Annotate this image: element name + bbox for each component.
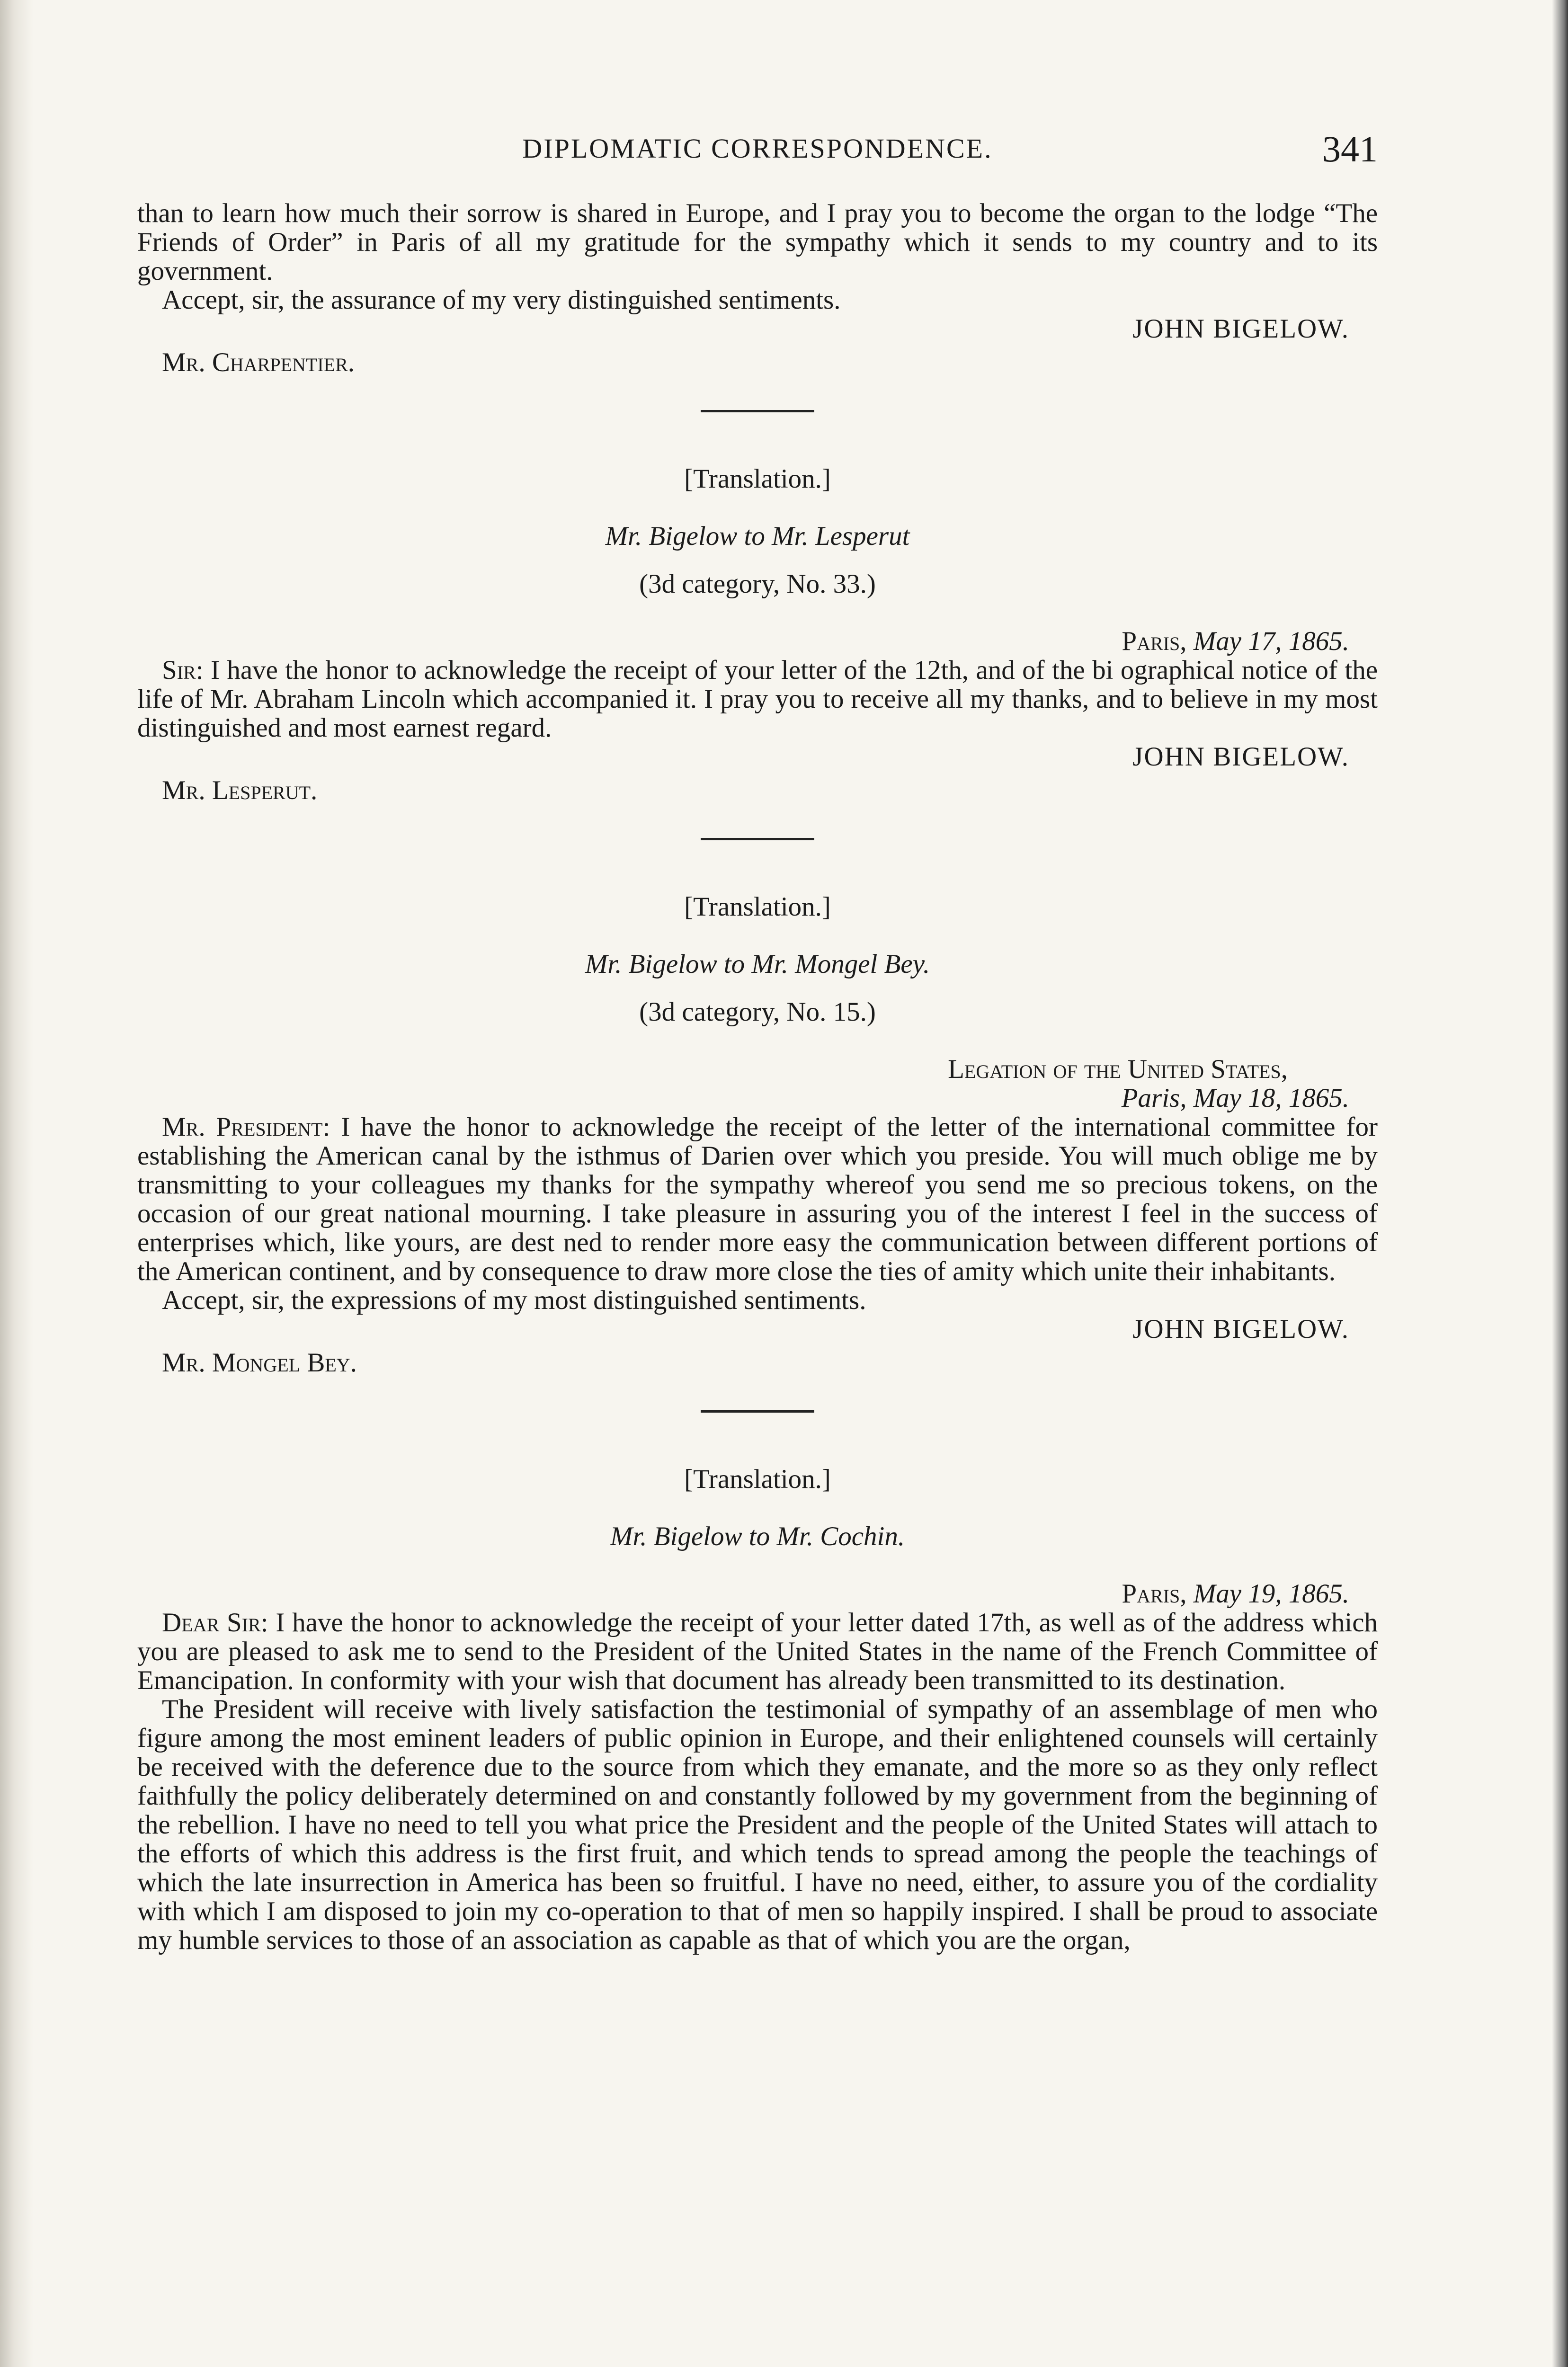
salutation: Mr. President: — [162, 1112, 330, 1142]
letter-body: I have the honor to acknowledge the receipt of the letter of the international committee for establishing the American canal by the isthmus of Darien over which you preside. You will much oblige me by transmitting to your colleagues my thanks for the sympathy whereof you send me so precious tokens, on the occasion of our great national mourning. I take pleasure in assuring you of the interest I feel in the success of enterprises which, like yours, are dest ned to render more easy the communication between different portions of the American continent, and by consequence to draw more close the ties of amity which unite their inhabitants. — [137, 1112, 1378, 1286]
paragraph: than to learn how much their sorrow is shared in Europe, and I pray you to become the organ to the lodge “The Friends of Order” in Paris of all my gratitude for the sympathy which it sends to my country and to its government. — [137, 198, 1378, 286]
running-head — [137, 128, 1378, 180]
letter-charpentier-tail — [137, 199, 1378, 377]
dateline — [137, 627, 1378, 656]
section-divider — [701, 1410, 814, 1413]
section-divider — [701, 410, 814, 412]
signature: JOHN BIGELOW. — [1132, 1314, 1349, 1344]
dateline-date: Paris, May 18, 1865. — [1121, 1083, 1349, 1113]
scan-right-edge — [1552, 0, 1568, 2367]
salutation: Sir: — [162, 655, 204, 685]
letter-category: (3d category, No. 33.) — [639, 569, 876, 599]
letter-cochin — [137, 1465, 1378, 1955]
letter-body-continued: The President will receive with lively satisfaction the testimonial of sympathy of an assemblage of men who figure among the most eminent leaders of public opinion in Europe, and their enlightened counsels will certainly be received with the deference due to the source from which they emanate, and the more so as they only reflect faithfully the policy deliberately determined on and constantly followed by my government from the beginning of the rebellion. I have no need to tell you what price the President and the people of the United States will attach to the efforts of which this address is the first fruit, and which tends to spread among the people the teachings of which the late insurrection in America has been so fruitful. I have no need, either, to assure you of the cordiality with which I am disposed to join my co-operation to that of men so happily inspired. I shall be proud to associate my humble services to those of an association as capable as that of which you are the organ, — [137, 1694, 1378, 1955]
translation-label: [Translation.] — [684, 892, 831, 922]
salutation: Dear Sir: — [162, 1608, 268, 1637]
letter-body: I have the honor to acknowledge the receipt of your letter of the 12th, and of the bi ographical notice of the life of Mr. Abraham Lincoln which accompanied it. I pray you to receive all my thanks, and to believe in my most distinguished and most earnest regard. — [137, 655, 1378, 743]
closing: Accept, sir, the assurance of my very distinguished sentiments. — [162, 285, 841, 315]
letter-heading: Mr. Bigelow to Mr. Cochin. — [610, 1522, 905, 1551]
dateline-place: Paris, — [1122, 626, 1187, 656]
signature: JOHN BIGELOW. — [1132, 314, 1349, 344]
signature: JOHN BIGELOW. — [1132, 742, 1349, 772]
legation-line: Legation of the United States, — [948, 1054, 1288, 1084]
closing: Accept, sir, the expressions of my most distinguished sentiments. — [162, 1285, 866, 1315]
letter-heading: Mr. Bigelow to Mr. Mongel Bey. — [585, 949, 930, 979]
translation-label: [Translation.] — [684, 464, 831, 494]
addressee: Mr. Charpentier. — [162, 347, 355, 377]
letter-category: (3d category, No. 15.) — [639, 997, 876, 1027]
letter-lesperut — [137, 464, 1378, 805]
dateline-place: Paris, — [1122, 1579, 1187, 1609]
letter-body: I have the honor to acknowledge the receipt of your letter dated 17th, as well as of the address which you are pleased to ask me to send to the President of the United States in the name of the French Committee of Emancipation. In conformity with your wish that document has already been transmitted to its destination. — [137, 1608, 1378, 1695]
addressee: Mr. Mongel Bey. — [162, 1348, 357, 1378]
page-number: 341 — [1322, 128, 1378, 169]
section-divider — [701, 838, 814, 840]
scan-left-edge — [0, 0, 33, 2367]
translation-label: [Translation.] — [684, 1464, 831, 1494]
letter-heading: Mr. Bigelow to Mr. Lesperut — [605, 521, 910, 551]
document-page — [137, 128, 1378, 1955]
dateline — [137, 1579, 1378, 1608]
dateline-date: May 19, 1865. — [1193, 1579, 1349, 1609]
dateline-date: May 17, 1865. — [1193, 626, 1349, 656]
running-head-title: DIPLOMATIC CORRESPONDENCE. — [522, 133, 993, 164]
addressee: Mr. Lesperut. — [162, 775, 318, 805]
letter-mongel-bey — [137, 892, 1378, 1377]
